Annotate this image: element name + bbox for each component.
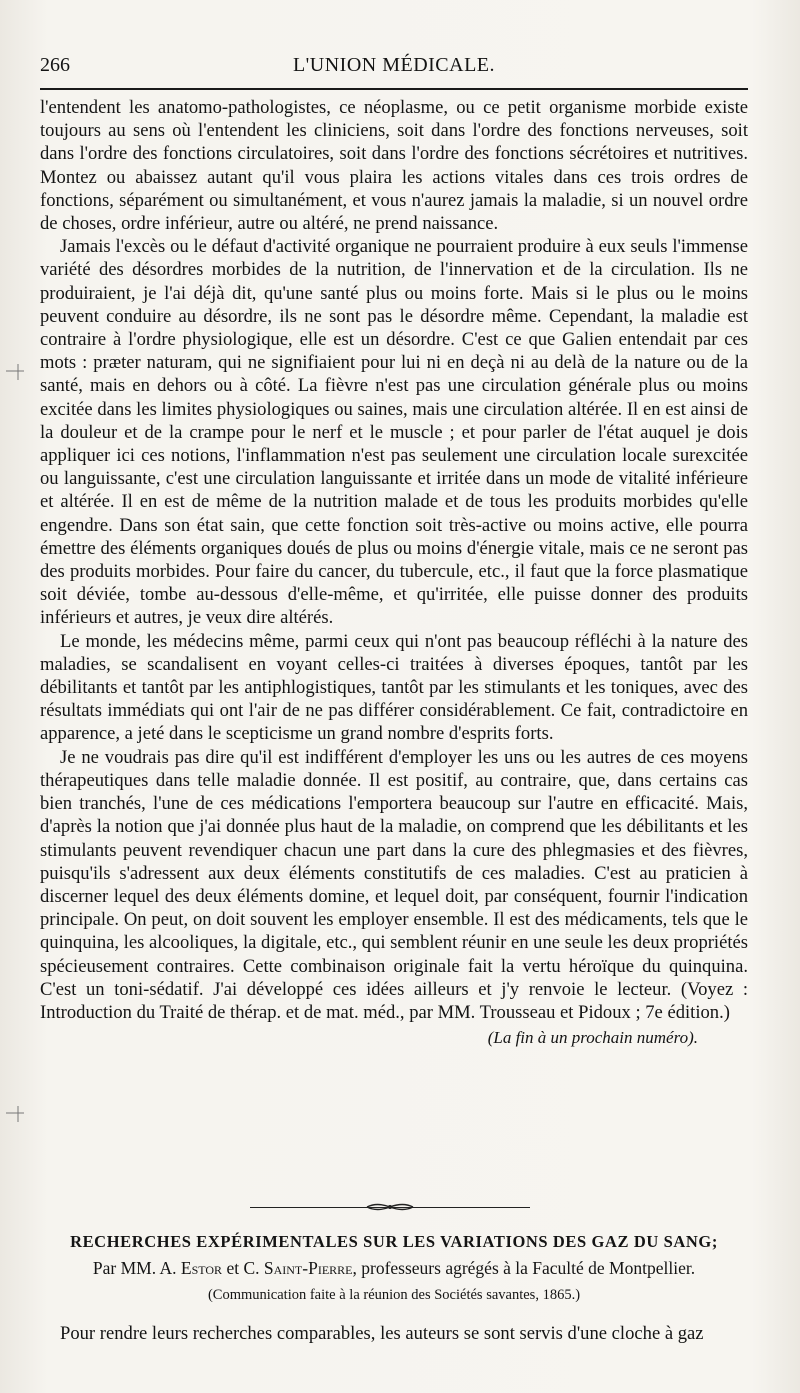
authors-prefix: Par MM. A. xyxy=(92,1258,181,1278)
margin-pencil-mark-icon xyxy=(4,360,26,382)
margin-pencil-mark-icon xyxy=(4,1102,26,1124)
page-header xyxy=(40,50,748,84)
authors-suffix: , professeurs agrégés à la Faculté de Montpellier. xyxy=(352,1258,696,1278)
continuation-note: (La fin à un prochain numéro). xyxy=(487,1028,698,1048)
body-text xyxy=(40,96,748,1049)
header-rule xyxy=(40,88,748,90)
paragraph-3: Le monde, les médecins même, parmi ceux qui n'ont pas beaucoup réfléchi à la nature des maladies, se scandalisent en voyant celles-ci traitées à diverses époques, tantôt par les débilitants et tantôt par les antiphlogistiques, tantôt par les stimulants et les toniques, avec des résultats immédiats qui ont l'air de ne pas différer considérablement. Ce fait, contradictoire en apparence, a jeté dans le scepticisme un grand nombre d'esprits forts. xyxy=(40,630,748,745)
article-heading xyxy=(40,1232,748,1304)
paragraph-4: Je ne voudrais pas dire qu'il est indifférent d'employer les uns ou les autres de ces moyens thérapeutiques dans telle maladie donnée. Il est positif, au contraire, que, dans certains cas bien tranchés, l'une de ces médications l'emportera beaucoup sur l'autre en efficacité. Mais, d'après la notion que j'ai donnée plus haut de la maladie, on comprend que les débilitants et les stimulants peuvent revendiquer chacun une part dans la cure des phlegmasies et des fièvres, puisqu'ils s'adressent aux deux éléments constitutifs de ces maladies. C'est au praticien à discerner lequel des deux éléments domine, et lequel doit, par conséquent, fournir l'indication principale. On peut, on doit souvent les employer ensemble. Il est des médicaments, tels que le quinquina, les alcooliques, la digitale, etc., qui semblent réunir en une seule les deux propriétés spécieusement contraires. Cette combinaison originale fait la vertu héroïque du quinquina. C'est un toni-sédatif. J'ai développé ces idées ailleurs et j'y renvoie le lecteur. (Voyez : Introduction du Traité de thérap. et de mat. méd., par MM. Trousseau et Pidoux ; 7e édition.) xyxy=(40,746,748,1023)
author-estor: Estor xyxy=(180,1258,223,1278)
running-title: L'UNION MÉDICALE. xyxy=(292,54,496,76)
authors-mid: et C. xyxy=(222,1258,264,1278)
author-saint-pierre: Saint-Pierre xyxy=(263,1258,353,1278)
article-title: RECHERCHES EXPÉRIMENTALES SUR LES VARIATIONS DES GAZ DU SANG; xyxy=(70,1232,718,1251)
communication-note: (Communication faite à la réunion des Sociétés savantes, 1865.) xyxy=(207,1287,581,1303)
divider-ornament-icon xyxy=(365,1202,415,1212)
paragraph-2: Jamais l'excès ou le défaut d'activité organique ne pourraient produire à eux seuls l'immense variété des désordres morbides de la nutrition, de l'innervation et de la circulation. Ils ne produiraient, je l'ai déjà dit, qu'une santé plus ou moins forte. Mais si le plus ou le moins peuvent conduire au désordre, ils ne sont pas le désordre même. Cependant, la maladie est contraire à l'ordre physiologique, elle est un désordre. C'est ce que Galien entendait par ces mots : præter naturam, qui ne signifiaient pour lui ni en deçà ni au delà de la nature ou de la santé, mais en dehors ou à côté. La fièvre n'est pas une circulation générale plus ou moins excitée dans les limites physiologiques ou saines, mais une circulation altérée. Il en est ainsi de la douleur et de la crampe pour le nerf et le muscle ; et pour parler de l'état auquel je dois appliquer ici ces notions, l'inflammation n'est pas seulement une circulation locale surexcitée ou languissante, c'est une circulation languissante et irritée dans un mode de vitalité inférieure et altérée. Il en est de même de la nutrition malade et de tous les produits morbides qu'elle engendre. Dans son état sain, que cette fonction soit très-active ou moins active, elle pourra émettre des éléments organiques doués de plus ou moins d'énergie vitale, mais ce ne seront pas des produits morbides. Pour faire du cancer, du tubercule, etc., il faut que la force plasmatique soit déviée, tombe au-dessous d'elle-même, et qu'irritée, elle puisse donner des produits inférieurs et autres, je veux dire altérés. xyxy=(40,236,748,629)
article-authors xyxy=(40,1258,748,1279)
paragraph-1: l'entendent les anatomo-pathologistes, ce néoplasme, ou ce petit organisme morbide existe toujours au sens où l'entendent les cliniciens, soit dans l'ordre des fonctions nerveuses, soit dans l'ordre des fonctions circulatoires, soit dans l'ordre des fonctions sécrétoires et nutritives. Montez ou abaissez autant qu'il vous plaira les actions vitales dans ces trois ordres de fonctions, séparément ou simultanément, et vous n'aurez jamais la maladie, si un nouvel ordre de choses, ordre inférieur, autre ou altéré, ne prend naissance. xyxy=(40,97,748,235)
article-first-line: Pour rendre leurs recherches comparables, les auteurs se sont servis d'une cloche à gaz xyxy=(60,1323,704,1344)
page-number: 266 xyxy=(40,54,70,76)
ornamental-divider xyxy=(250,1203,530,1213)
